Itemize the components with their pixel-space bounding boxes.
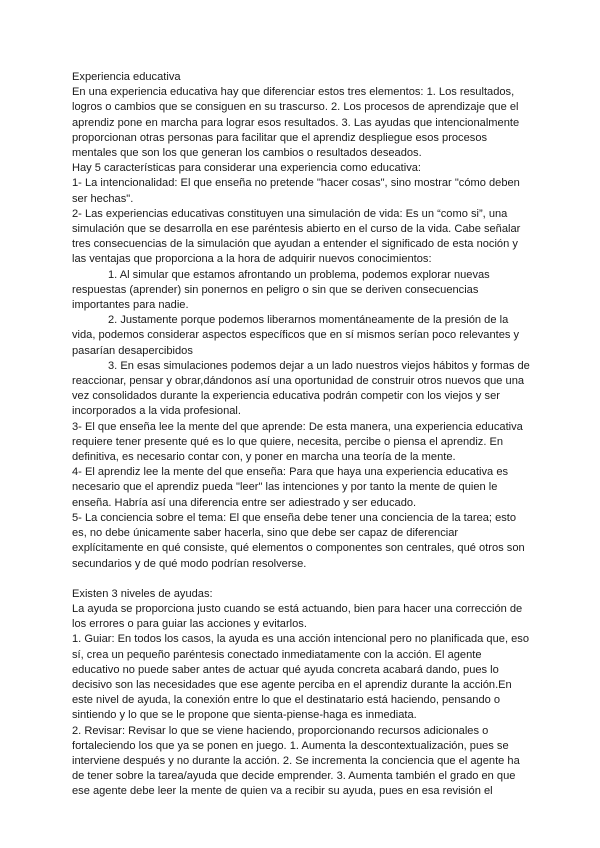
paragraph-review: 2. Revisar: Revisar lo que se viene haciendo, proporcionando recursos adicionales o fortaleciendo los que ya se ponen en juego. 1. Aumenta la descontextualización, pues se interviene después y no durante la acción. 2. Se incrementa la conciencia que el agente ha de tener sobre la tarea/ayuda que decide emprender. 3. Aumenta también el grado en que ese agente debe leer la mente de quien va a recibir su ayuda, pues en esa revisión el [72, 724, 520, 798]
document-title: Experiencia educativa [72, 71, 181, 83]
paragraph-spacer [72, 572, 530, 587]
paragraph-help: La ayuda se proporciona justo cuando se está actuando, bien para hacer una corrección de los errores o para guiar las acciones y evitarlos. [72, 602, 523, 631]
paragraph-subitem-1: 1. Al simular que estamos afrontando un problema, podemos explorar nuevas respuestas (aprender) sin ponernos en peligro o sin que se deriven consecuencias importantes para nadie. [72, 268, 490, 312]
paragraph-item-3: 3- El que enseña lee la mente del que aprende: De esta manera, una experiencia educativa requiere tener presente qué es lo que quiere, necesita, percibe o piensa el aprendiz. En definitiva, es necesario contar con, y poner en marcha una teoría de la mente. [72, 420, 523, 464]
paragraph-levels: Existen 3 niveles de ayudas: [72, 587, 213, 600]
paragraph-characteristics: Hay 5 características para considerar una experiencia como educativa: [72, 162, 422, 175]
paragraph-item-4: 4- El aprendiz lee la mente del que enseña: Para que haya una experiencia educativa es necesario que el aprendiz pueda "leer" las intenciones y por tanto la mente de quien le enseña. Habría así una diferencia entre ser adiestrado y ser educado. [72, 466, 509, 509]
paragraph-item-2: 2- Las experiencias educativas constituyen una simulación de vida: Es un “como si”, una simulación que se desarrolla en ese paréntesis abierto en el curso de la vida. Cabe señalar tres consecuencias de la simulación que ayudan a entender el significado de esta noción y las ventajas que proporciona a la hora de adquirir nuevos conocimientos: [72, 207, 521, 266]
paragraph-subitem-2: 2. Justamente porque podemos liberarnos momentáneamente de la presión de la vida, podemos considerar aspectos específicos que en sí mismos serían poco relevantes y pasarían desapercibidos [72, 314, 520, 357]
document-page [72, 70, 530, 800]
paragraph-intro: En una experiencia educativa hay que diferenciar estos tres elementos: 1. Los resultados, logros o cambios que se consiguen en su trascurso. 2. Los procesos de aprendizaje que el aprendiz pone en marcha para lograr esos resultados. 3. Las ayudas que intencionalmente proporcionan otras personas para facilitar que el aprendiz despliegue esos procesos mentales que son los que generan los cambios o resultados deseados. [72, 86, 520, 160]
paragraph-item-1: 1- La intencionalidad: El que enseña no pretende "hacer cosas", sino mostrar "cómo deben ser hechas". [72, 177, 520, 205]
paragraph-subitem-3: 3. En esas simulaciones podemos dejar a un lado nuestros viejos hábitos y formas de reaccionar, pensar y obrar,dándonos así una oportunidad de construir otros nuevos que una vez consolidados durante la experiencia educativa podrán competir con los viejos y ser incorporados a la vida profesional. [72, 359, 530, 418]
paragraph-item-5: 5- La conciencia sobre el tema: El que enseña debe tener una conciencia de la tarea; esto es, no debe únicamente saber hacerla, sino que debe ser capaz de diferenciar explícitamente en qué consiste, qué elementos o componentes son centrales, qué otros son secundarios y de qué modo podrían resolverse. [72, 511, 525, 570]
paragraph-guide: 1. Guiar: En todos los casos, la ayuda es una acción intencional pero no planificada que, eso sí, crea un pequeño paréntesis conectado inmediatamente con la acción. El agente educativo no puede saber antes de actuar qué ayuda concreta acabará dando, pues lo decisivo son las necesidades que ese agente perciba en el aprendiz durante la acción.En este nivel de ayuda, la conexión entre lo que el destinatario está haciendo, pensando o sintiendo y lo que se le propone que sienta-piense-haga es inmediata. [72, 633, 529, 722]
